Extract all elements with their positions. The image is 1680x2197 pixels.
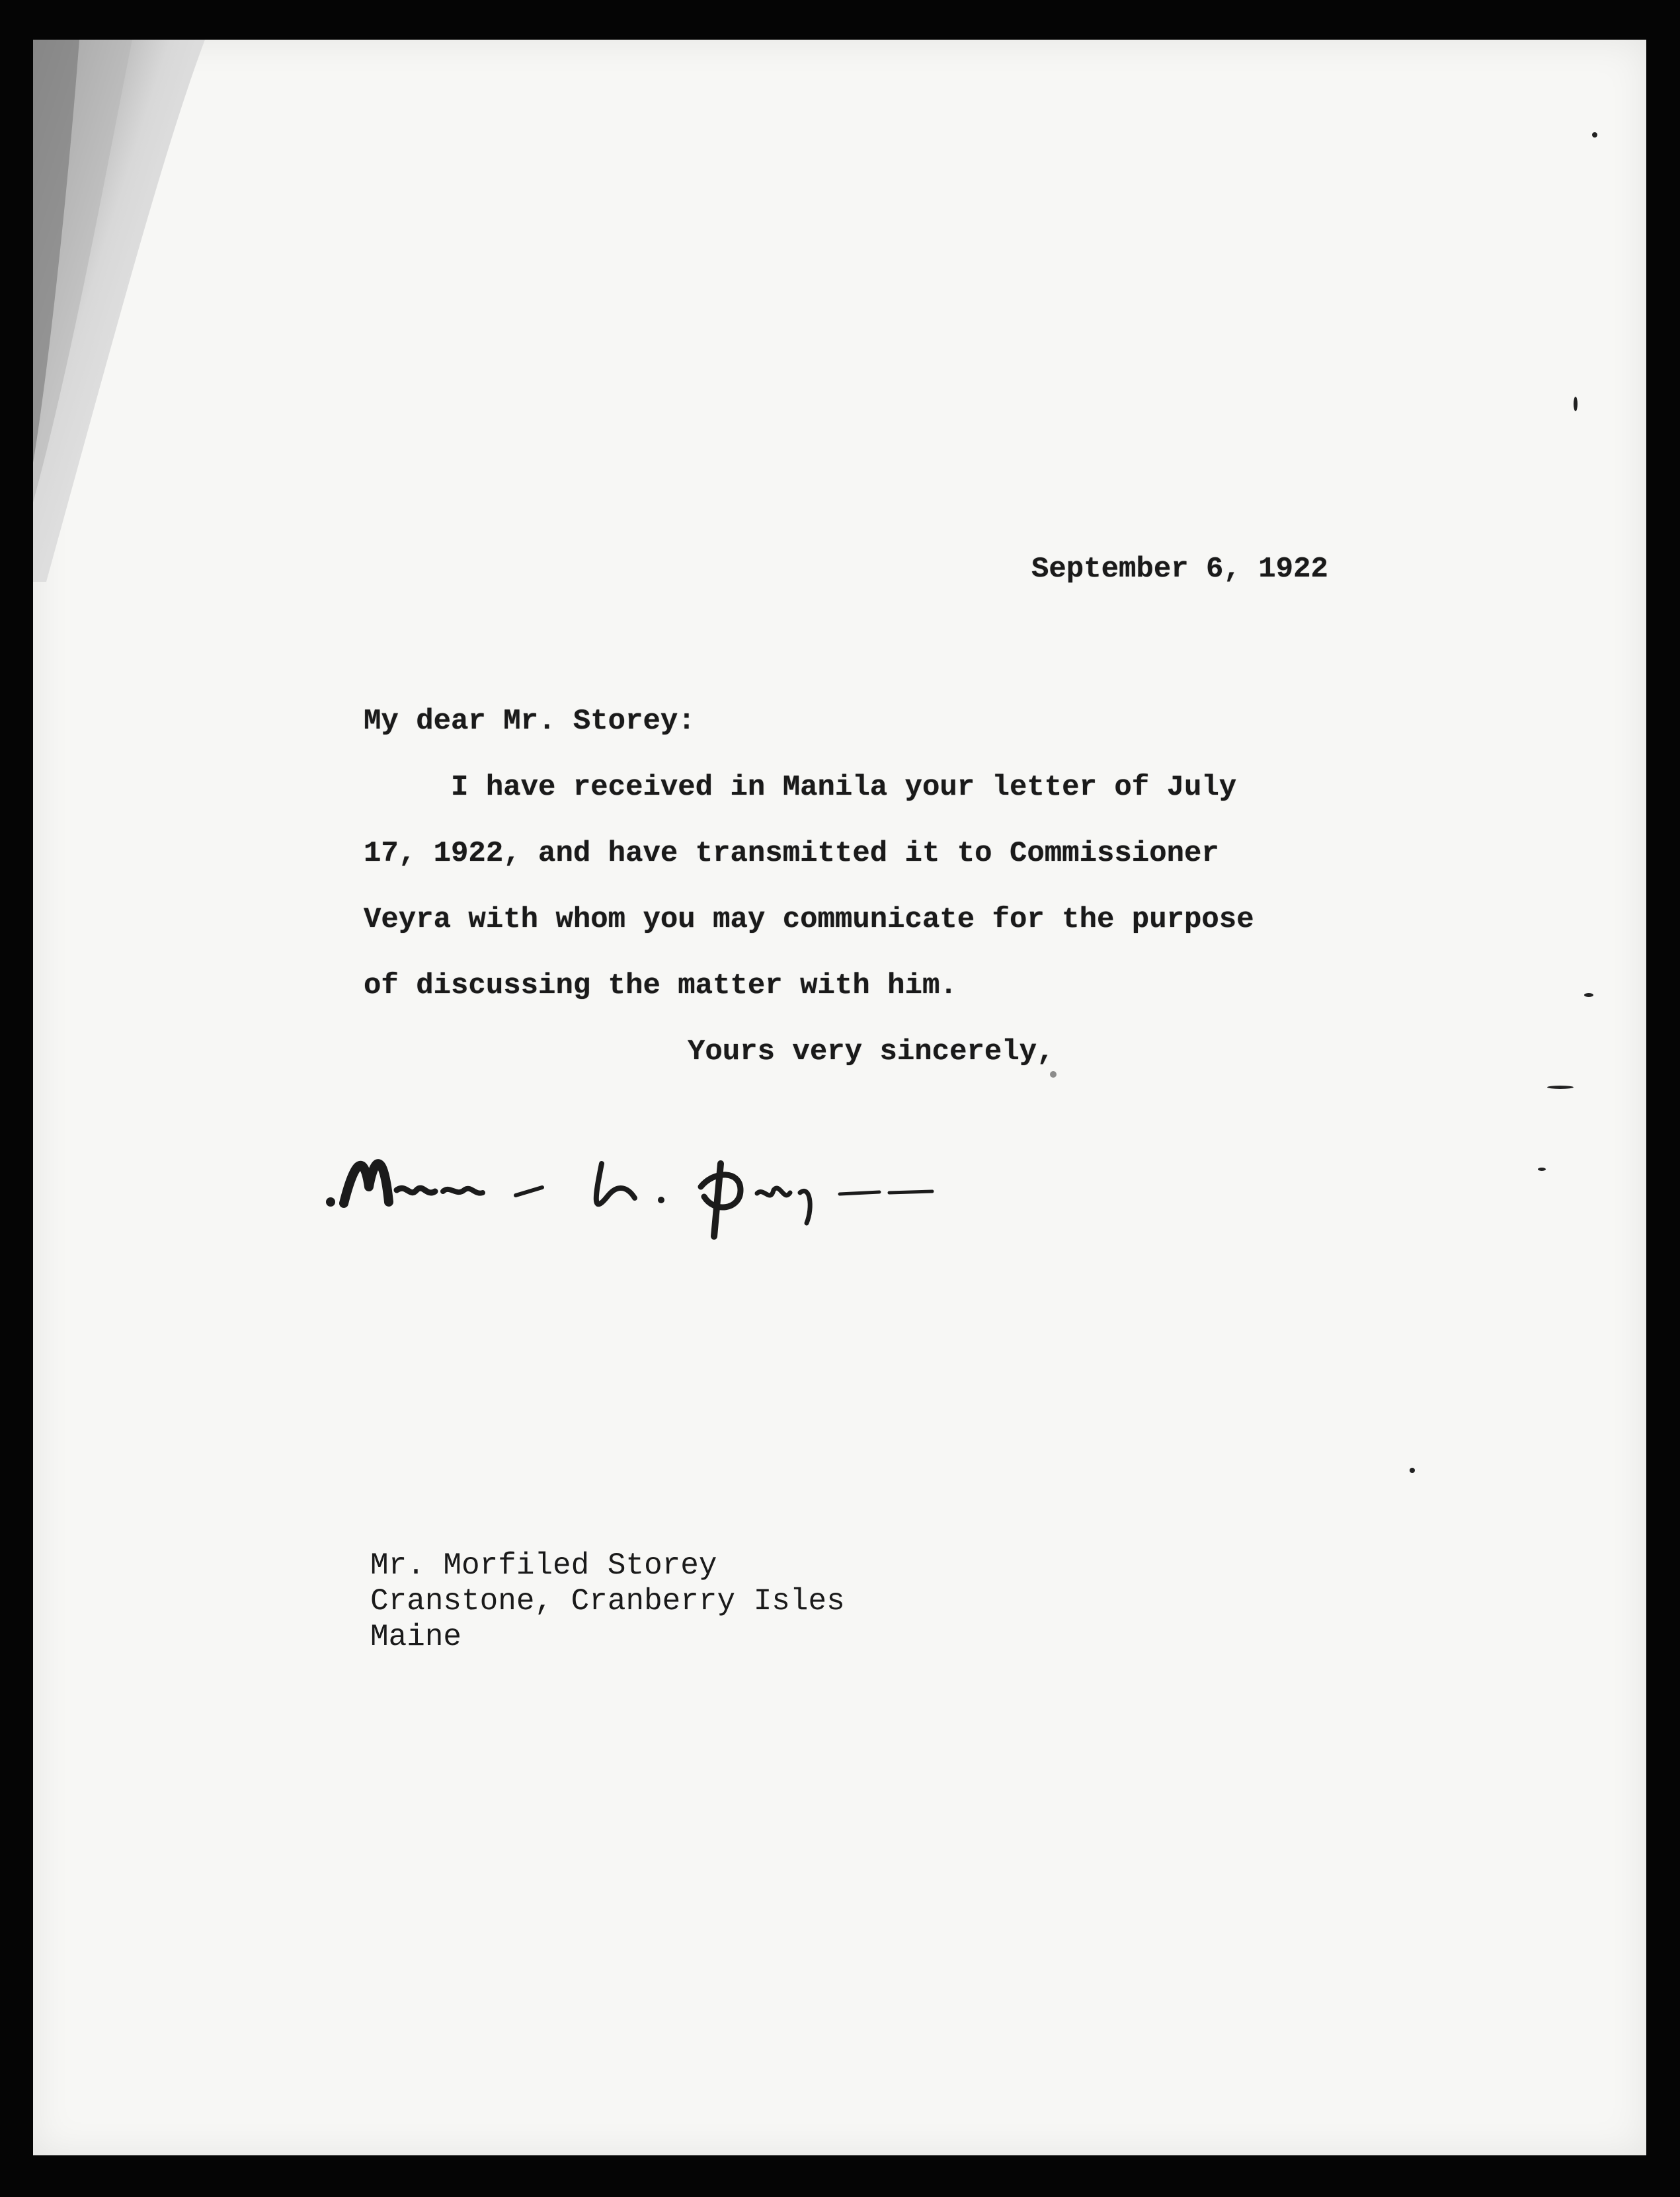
salutation: My dear Mr. Storey: xyxy=(364,705,696,738)
scan-speck xyxy=(1574,397,1578,411)
handwritten-signature xyxy=(317,1124,939,1243)
scan-speck xyxy=(1538,1168,1546,1171)
page-curl xyxy=(33,40,205,582)
scan-speck xyxy=(1547,1086,1574,1089)
closing: Yours very sincerely, xyxy=(688,1035,1055,1068)
letter-sheet xyxy=(33,40,1646,2155)
body-line-4: of discussing the matter with him. xyxy=(364,969,957,1002)
letter-date: September 6, 1922 xyxy=(1031,553,1328,586)
body-line-2: 17, 1922, and have transmitted it to Commissioner xyxy=(364,837,1219,870)
scan-speck xyxy=(1592,132,1597,138)
address-line-1: Mr. Morfiled Storey xyxy=(370,1548,717,1583)
scan-speck xyxy=(1584,993,1593,997)
address-line-2: Cranstone, Cranberry Isles xyxy=(370,1584,845,1618)
body-line-3: Veyra with whom you may communicate for the purpose xyxy=(364,903,1254,936)
scan-speck xyxy=(1410,1468,1415,1473)
scan-speck xyxy=(1050,1071,1057,1078)
address-line-3: Maine xyxy=(370,1620,462,1654)
body-line-1: I have received in Manila your letter of July xyxy=(364,771,1237,804)
